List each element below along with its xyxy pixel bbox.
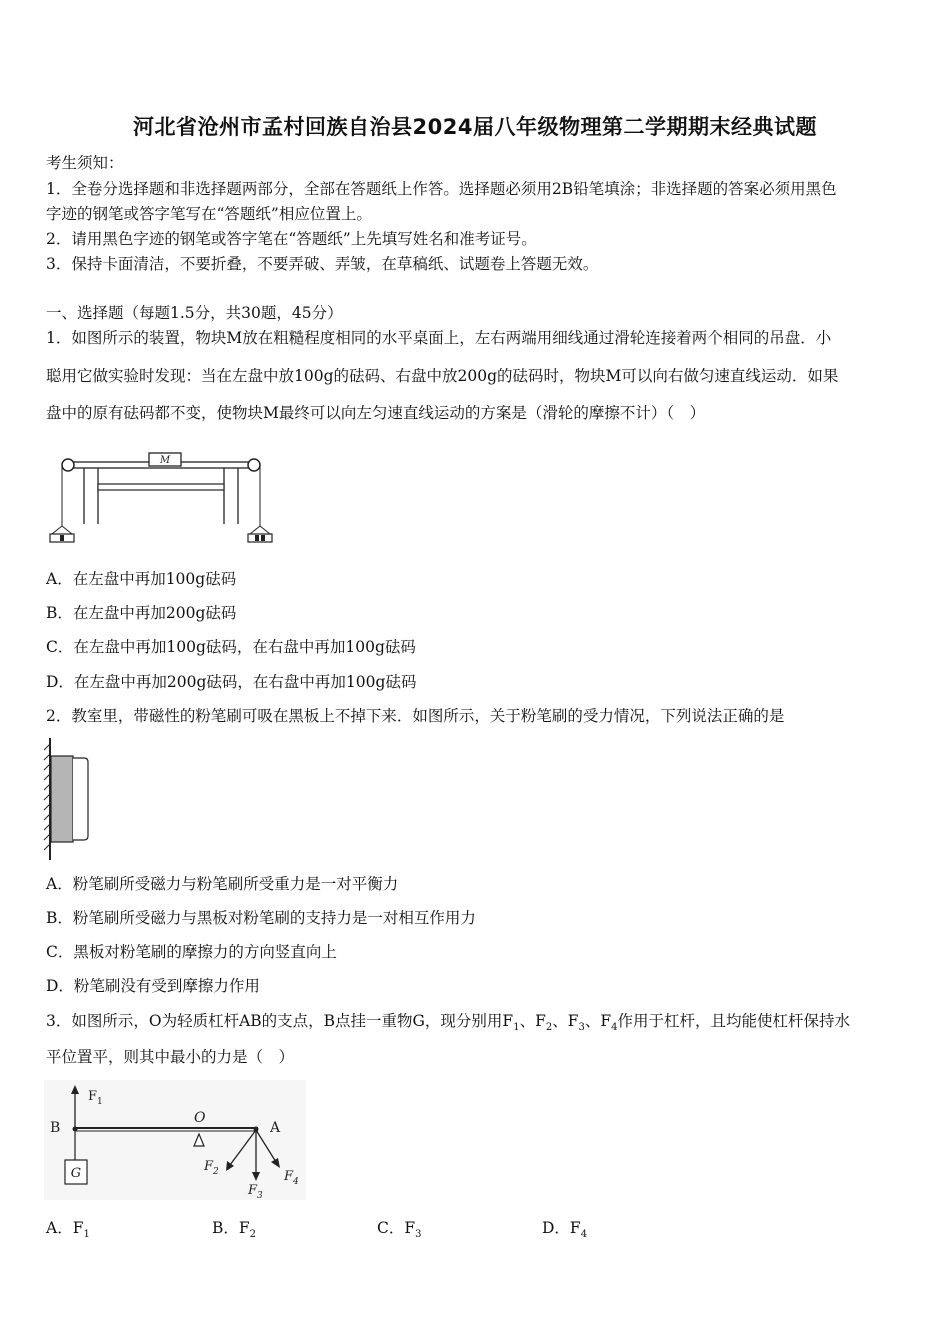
q1-text-line: 1．如图所示的装置，物块M放在粗糙程度相同的水平桌面上，左右两端用细线通过滑轮连接着两个相同的吊盘．小	[46, 329, 832, 347]
q3-option-b: B．$F_2$	[212, 1219, 257, 1241]
left-pulley	[62, 459, 74, 471]
q1-option-a: A．在左盘中再加100g砝码	[46, 570, 237, 588]
q1-option-d: D．在左盘中再加200g砝码，在右盘中再加100g砝码	[46, 673, 417, 691]
label-a: A	[270, 1120, 281, 1136]
eraser-handle	[73, 758, 88, 840]
label-f2: $F_2$	[204, 1159, 219, 1177]
label-o: O	[194, 1110, 206, 1126]
q2-text: 2．教室里，带磁性的粉笔刷可吸在黑板上不掉下来．如图所示，关于粉笔刷的受力情况，下列说法正确的是	[46, 707, 785, 725]
right-pan-hanger	[250, 526, 270, 534]
notice-item: 字迹的钢笔或答字笔写在“答题纸”相应位置上。	[46, 205, 372, 223]
block-m-label: M	[159, 455, 171, 466]
q2-option-d: D．粉笔刷没有受到摩擦力作用	[46, 977, 260, 995]
q1-text-line: 盘中的原有砝码都不变，使物块M最终可以向左匀速直线运动的方案是（滑轮的摩擦不计）（ ）	[46, 404, 706, 422]
q1-text-line: 聪用它做实验时发现：当在左盘中放100g的砝码、右盘中放200g的砝码时，物块M可以向右做匀速直线运动．如果	[46, 367, 839, 385]
section-heading: 一、选择题（每题1.5分，共30题，45分）	[46, 304, 343, 322]
q2-figure-chalk-eraser	[40, 736, 100, 862]
right-pulley	[248, 459, 260, 471]
page-title: 河北省沧州市孟村回族自治县2024届八年级物理第二学期期末经典试题	[133, 115, 817, 139]
notice-item: 1．全卷分选择题和非选择题两部分，全部在答题纸上作答。选择题必须用2B铅笔填涂；非选择题的答案必须用黑色	[46, 180, 837, 198]
right-pan	[248, 534, 272, 542]
q2-option-c: C．黑板对粉笔刷的摩擦力的方向竖直向上	[46, 943, 337, 961]
label-f1: $F_1$	[88, 1089, 103, 1107]
notice-item: 2．请用黑色字迹的钢笔或答字笔在“答题纸”上先填写姓名和准考证号。	[46, 230, 537, 248]
q3-text-line1: 3．如图所示，O为轻质杠杆AB的支点，B点挂一重物G，现分别用$F_1$、$F_2$、$F_3$、$F_4$作用于杠杆，且均能使杠杆保持水	[46, 1012, 851, 1034]
label-f4: $F_4$	[284, 1169, 299, 1187]
label-b: B	[50, 1120, 61, 1136]
left-pan-hanger	[52, 526, 72, 534]
notice-heading: 考生须知：	[46, 154, 124, 172]
q3-text-line2: 平位置平，则其中最小的力是（ ）	[46, 1048, 295, 1066]
q1-option-b: B．在左盘中再加200g砝码	[46, 604, 237, 622]
q2-option-b: B．粉笔刷所受磁力与黑板对粉笔刷的支持力是一对相互作用力	[46, 909, 476, 927]
label-f3: $F_3$	[248, 1183, 263, 1200]
eraser-felt	[51, 756, 73, 842]
q2-option-a: A．粉笔刷所受磁力与粉笔刷所受重力是一对平衡力	[46, 875, 399, 893]
q1-option-c: C．在左盘中再加100g砝码，在右盘中再加100g砝码	[46, 638, 416, 656]
q3-option-d: D．$F_4$	[542, 1219, 588, 1241]
q3-figure-lever	[44, 1080, 306, 1200]
q3-option-c: C．$F_3$	[377, 1219, 422, 1241]
label-g: G	[70, 1166, 82, 1181]
q3-option-a: A．$F_1$	[46, 1219, 90, 1241]
q1-figure-pulley-apparatus	[46, 446, 276, 548]
notice-item: 3．保持卡面清洁，不要折叠，不要弄破、弄皱，在草稿纸、试题卷上答题无效。	[46, 255, 599, 273]
